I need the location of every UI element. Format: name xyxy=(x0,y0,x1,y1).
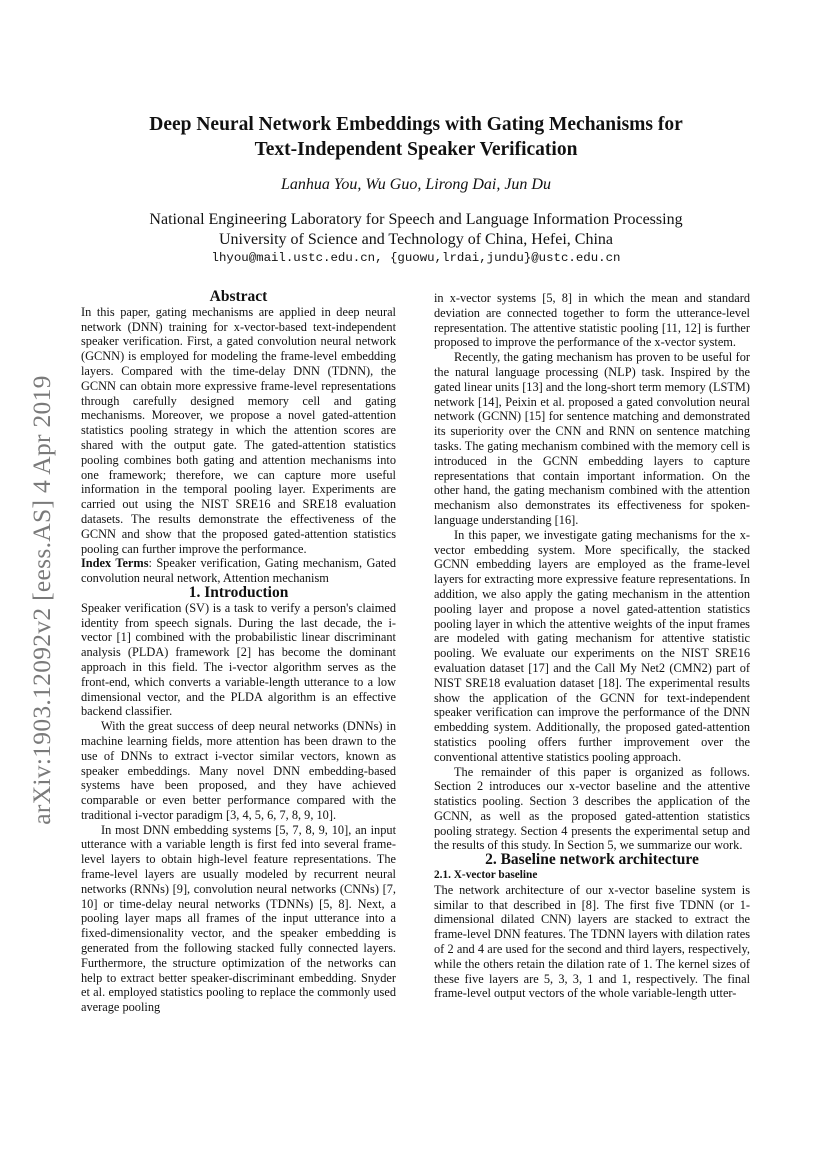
index-terms-label: Index Terms xyxy=(81,556,149,571)
xvector-baseline-subheading: 2.1. X-vector baseline xyxy=(434,869,538,882)
left-column xyxy=(81,290,396,1015)
affiliation xyxy=(80,210,752,250)
abstract-heading: Abstract xyxy=(209,288,268,305)
index-terms-text: : Speaker verification, Gating mechanism, Gated convolution neural network, Attention mechanism xyxy=(81,556,396,586)
title-line-1: Deep Neural Network Embeddings with Gating Mechanisms for xyxy=(149,114,683,135)
affiliation-line-1: National Engineering Laboratory for Speech and Language Information Processing xyxy=(149,211,683,228)
intro-paragraph-6: In this paper, we investigate gating mechanisms for the x-vector embedding system. More specifically, the stacked GCNN embedding layers are employed as the frame-level layers for extracting more expressive feature representations. In addition, we also apply the gating mechanism in the attention pooling layer and propose a novel gated-attention statistics pooling layer in which the attentive weights of the input frames are modeled with gating mechanism for attentive statistic pooling. We evaluate our experiments on the NIST SRE16 evaluation dataset [17] and the Call My Net2 (CMN2) part of NIST SRE18 evaluation dataset [18]. The experimental results show the application of the GCNN for text-independent speaker verification can improve the performance of the DNN embedding system. Additionally, the proposed gated-attention statistics pooling offers further improvement over the conventional attentive statistics pooling approach. xyxy=(434,527,750,764)
affiliation-line-2: University of Science and Technology of China, Hefei, China xyxy=(218,231,614,248)
index-terms xyxy=(81,556,396,586)
author-list: Lanhua You, Wu Guo, Lirong Dai, Jun Du xyxy=(281,176,551,193)
introduction-heading: 1. Introduction xyxy=(188,583,289,601)
paper-title xyxy=(80,112,752,162)
arxiv-side-stamp xyxy=(12,340,72,860)
baseline-heading: 2. Baseline network architecture xyxy=(485,851,699,869)
intro-paragraph-5: Recently, the gating mechanism has proven to be useful for the natural language processing (NLP) task. Inspired by the gated linear units [13] and the long-short term memory (LSTM) network [14], Peixin et al. proposed a gated convolution neural network (GCNN) [15] for sentence matching and demonstrated its superiority over the CNN and RNN on sentence matching tasks. The gating mechanism combined with the memory cell is introduced in the GCNN embedding layers to capture representations that contain important information. On the other hand, the gating mechanism combined with the attention mechanism also demonstrates its effectiveness for spoken-language understanding [16]. xyxy=(434,350,750,527)
intro-paragraph-1: Speaker verification (SV) is a task to verify a person's claimed identity from speech signals. During the last decade, the i-vector [1] combined with the probabilistic linear discriminant analysis (PLDA) framework [2] has become the dominant approach in this field. The i-vector algorithm serves as the front-end, which converts a variable-length utterance to a low dimensional vector, and the PLDA algorithm is an effective backend classifier. xyxy=(81,600,396,719)
intro-paragraph-3: In most DNN embedding systems [5, 7, 8, 9, 10], an input utterance with a variable length is first fed into several frame-level layers to obtain high-level feature representations. The frame-level layers are usually modeled by recurrent neural networks (RNNs) [9], convolution neural networks (CNNs) [7, 10] or time-delay neural networks (TDNNs) [5, 8]. Next, a pooling layer maps all frames of the input utterance into a fixed-dimensionality vector, and the speaker embedding is generated from the following stacked fully connected layers. Furthermore, the structure optimization of the networks can help to extract better speaker-discriminant embedding. Snyder et al. employed statistics pooling to replace the commonly used average pooling xyxy=(81,822,396,1015)
title-line-2: Text-Independent Speaker Verification xyxy=(254,139,578,160)
author-emails: lhyou@mail.ustc.edu.cn, {guowu,lrdai,jundu}@ustc.edu.cn xyxy=(211,251,621,265)
right-column xyxy=(434,291,750,1001)
arxiv-identifier: arXiv:1903.12092v2 [eess.AS] 4 Apr 2019 xyxy=(27,375,56,825)
intro-paragraph-7: The remainder of this paper is organized as follows. Section 2 introduces our x-vector baseline and the attentive statistics pooling. Section 3 describes the application of the GCNN, as well as the proposed gated-attention statistics pooling strategy. Section 4 presents the experimental setup and the results of this study. In Section 5, we summarize our work. xyxy=(434,764,750,853)
baseline-paragraph-1: The network architecture of our x-vector baseline system is similar to that described in [8]. The first five TDNN (or 1-dimensional dilated CNN) layers are stacked to extract the frame-level DNN features. The TDNN layers with dilation rates of 2 and 4 are used for the second and third layers, respectively, while the others retain the dilation rate of 1. The kernel sizes of these five layers are 5, 3, 3, 1 and 1, respectively. The final frame-level output vectors of the whole variable-length utter- xyxy=(434,882,750,1001)
intro-paragraph-4: in x-vector systems [5, 8] in which the mean and standard deviation are connected together to form the utterance-level representation. The attentive statistic pooling [11, 12] is further proposed to improve the performance of the x-vector system. xyxy=(434,291,750,350)
abstract-text: In this paper, gating mechanisms are applied in deep neural network (DNN) training for x-vector-based text-independent speaker verification. First, a gated convolution neural network (GCNN) is employed for modeling the frame-level embedding layers. Compared with the time-delay DNN (TDNN), the GCNN can obtain more expressive frame-level representations through carefully designed memory cell and gating mechanisms. Moreover, we propose a novel gated-attention statistics pooling strategy in which the attention scores are shared with the output gate. The gated-attention statistics pooling combines both gating and attention mechanisms into one framework; therefore, we can capture more useful information in the temporal pooling layer. Experiments are carried out using the NIST SRE16 and SRE18 evaluation datasets. The results demonstrate the effectiveness of the GCNN and show that the proposed gated-attention statistics pooling can further improve the performance. xyxy=(81,304,396,556)
intro-paragraph-2: With the great success of deep neural networks (DNNs) in machine learning fields, more attention has been drawn to the use of DNNs to extract i-vector similar vectors, known as speaker embeddings. Many novel DNN embedding-based systems have been proposed, and they have achieved comparable or even better performance compared with the traditional i-vector paradigm [3, 4, 5, 6, 7, 8, 9, 10]. xyxy=(81,719,396,822)
